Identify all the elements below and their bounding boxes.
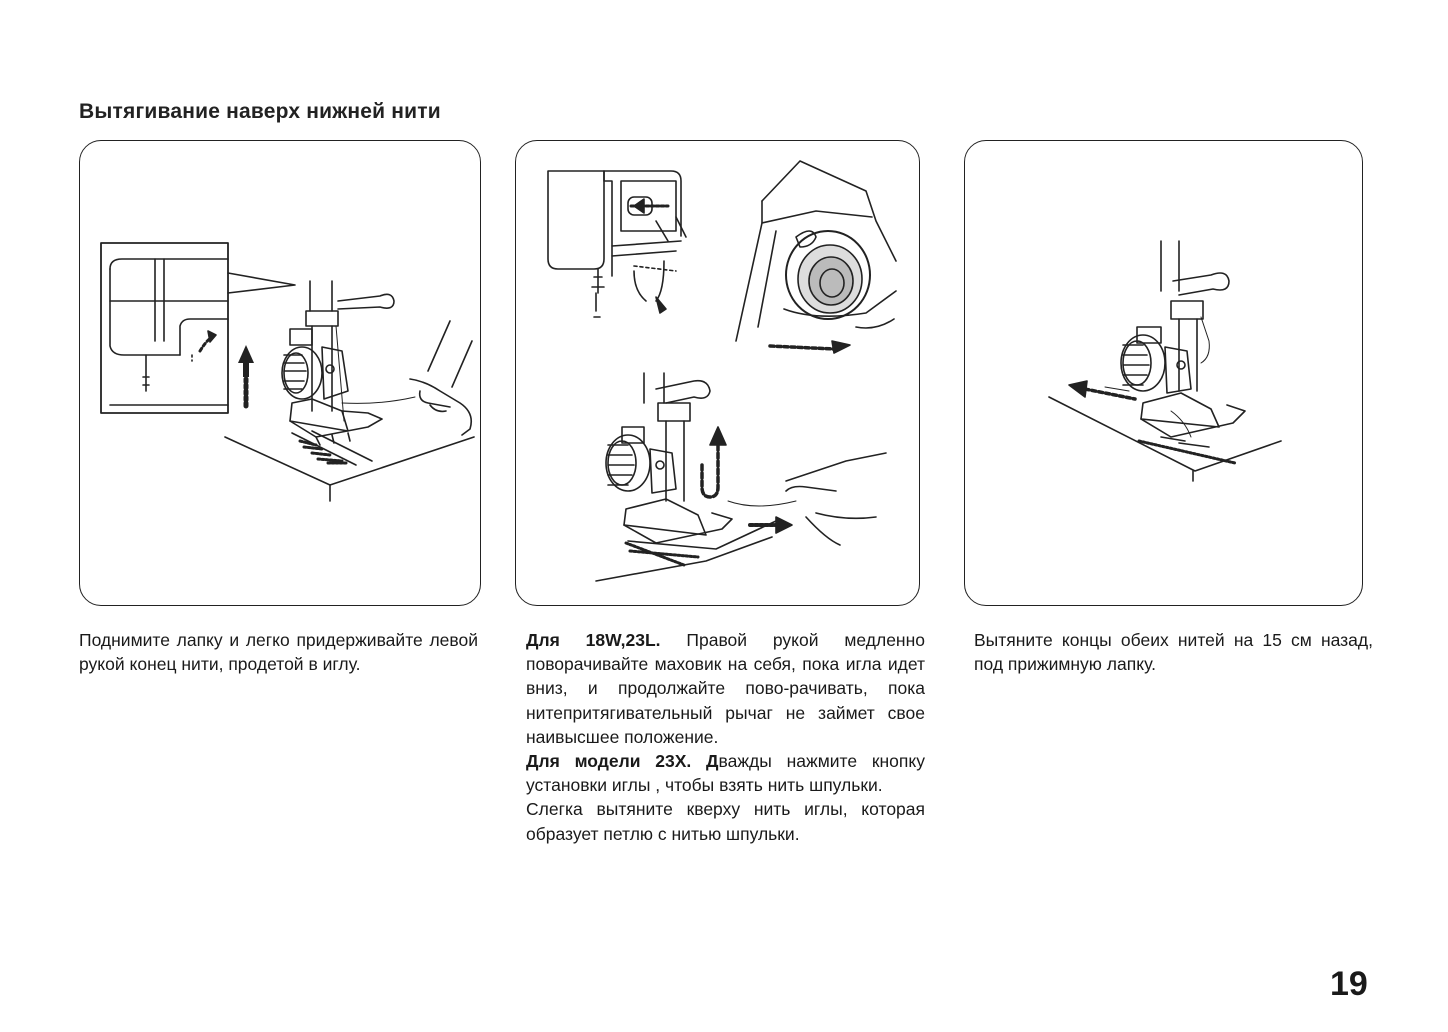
step-2-paragraph-3: Слегка вытяните кверху нить иглы, которая образует петлю с нитью шпульки.	[526, 799, 925, 844]
page-number: 19	[1330, 965, 1368, 1003]
handwheel-instruction: Правой рукой медленно поворачивайте маховик на себя, пока игла идет вниз, и продолжайте пово-рачивать, пока нитепритягивательный рычаг не займет свое наивысшее положение.	[526, 630, 925, 747]
step-3-paragraph: Вытяните концы обеих нитей на 15 см назад, под прижимную лапку.	[974, 630, 1373, 675]
figure-panel-3	[964, 140, 1363, 606]
pull-threads-back-illustration-icon	[965, 141, 1363, 606]
needle-button-instruction: важды нажмите кнопку установки иглы , чтобы взять нить шпульки.	[526, 751, 925, 796]
figure-panel-2	[515, 140, 920, 606]
step-1-paragraph: Поднимите лапку и легко придерживайте левой рукой конец нити, продетой в иглу.	[79, 630, 478, 675]
step-2-paragraph-1	[526, 628, 925, 749]
step-2-paragraph-2	[526, 749, 925, 797]
step-2-text	[526, 628, 925, 846]
handwheel-bobbin-thread-pickup-illustration-icon	[516, 141, 920, 606]
step-1-text	[79, 628, 478, 676]
model-23x-label: Для модели 23X. Д	[526, 751, 719, 772]
figure-panel-1	[79, 140, 481, 606]
step-3-text	[974, 628, 1373, 676]
presser-foot-lift-illustration-icon	[80, 141, 481, 606]
model-18w-23l-label: Для 18W,23L.	[526, 630, 661, 650]
page-title: Вытягивание наверх нижней нити	[79, 100, 441, 123]
